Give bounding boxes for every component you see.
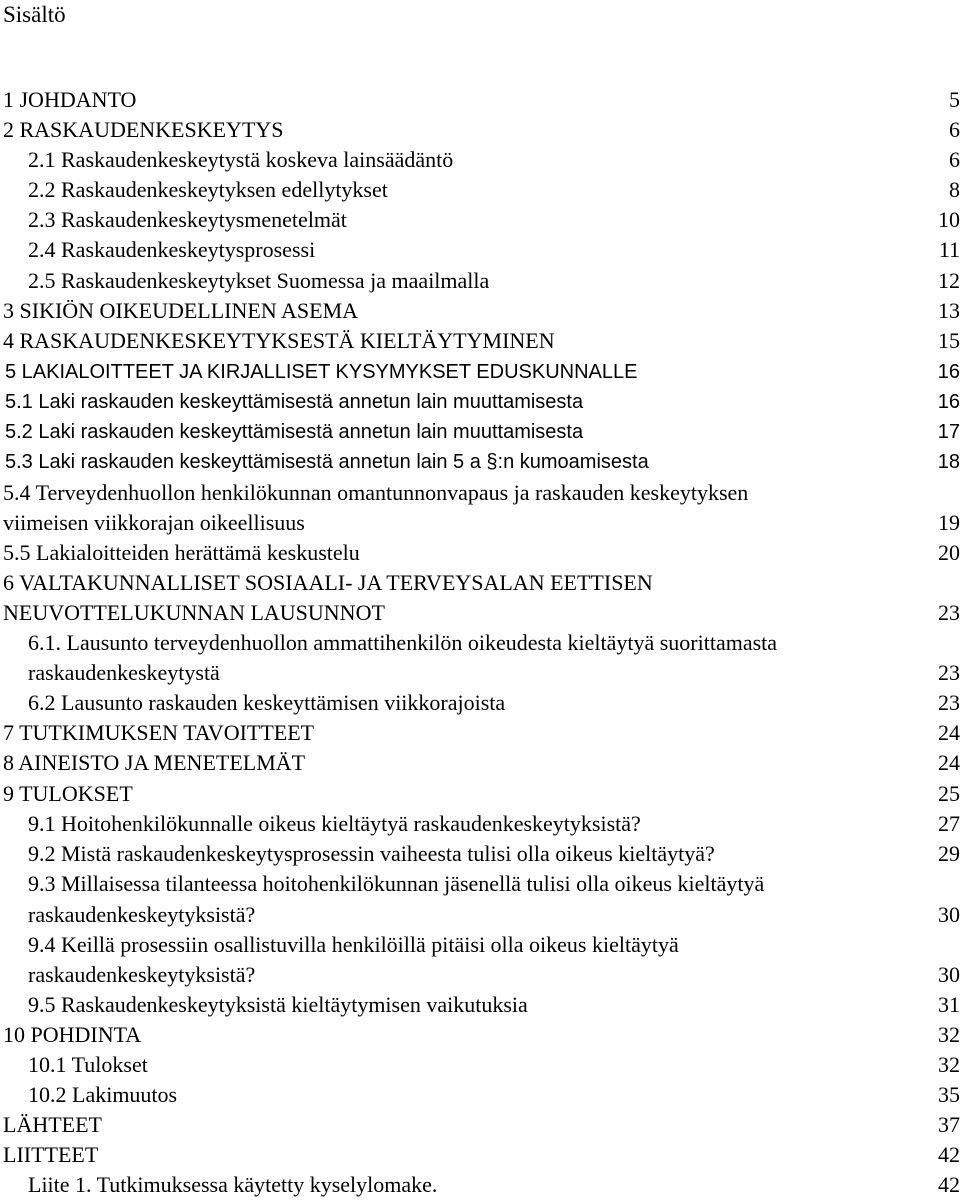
toc-entry[interactable] bbox=[0, 748, 960, 778]
toc-entry[interactable] bbox=[0, 900, 960, 930]
toc-entry[interactable] bbox=[0, 718, 960, 748]
toc-entry[interactable] bbox=[0, 1110, 960, 1140]
toc-entry-page: 15 bbox=[938, 328, 960, 353]
toc-entry-title: 10.1 Tulokset bbox=[28, 1052, 148, 1077]
toc-entry-title: 4 RASKAUDENKESKEYTYKSESTÄ KIELTÄYTYMINEN bbox=[3, 328, 555, 353]
toc-entry-page: 13 bbox=[938, 298, 960, 323]
toc-entry-title: 2 RASKAUDENKESKEYTYS bbox=[3, 117, 284, 142]
toc-entry-title: LÄHTEET bbox=[3, 1112, 102, 1137]
toc-entry[interactable] bbox=[0, 387, 960, 417]
toc-entry-title: 9.5 Raskaudenkeskeytyksistä kieltäytymisen vaikutuksia bbox=[28, 992, 528, 1017]
toc-entry-title: 2.2 Raskaudenkeskeytyksen edellytykset bbox=[28, 177, 388, 202]
toc-entry-title: 9.3 Millaisessa tilanteessa hoitohenkilökunnan jäsenellä tulisi olla oikeus kieltäytyä bbox=[28, 871, 765, 896]
toc-entry-page: 16 bbox=[937, 361, 960, 383]
toc-entry[interactable] bbox=[0, 145, 960, 175]
toc-entry[interactable] bbox=[0, 598, 960, 628]
toc-entry[interactable] bbox=[0, 960, 960, 990]
toc-entry-page: 16 bbox=[937, 391, 960, 413]
toc-entry[interactable] bbox=[0, 779, 960, 809]
toc-entry[interactable] bbox=[0, 1080, 960, 1110]
toc-entry[interactable] bbox=[0, 1020, 960, 1050]
toc-entry[interactable] bbox=[0, 205, 960, 235]
toc-entry-title: NEUVOTTELUKUNNAN LAUSUNNOT bbox=[3, 600, 385, 625]
toc-entry[interactable] bbox=[0, 688, 960, 718]
toc-entry[interactable] bbox=[0, 508, 960, 538]
toc-entry-title: raskaudenkeskeytystä bbox=[28, 660, 220, 685]
toc-entry-title: 10 POHDINTA bbox=[3, 1022, 142, 1047]
toc-entry-title: 9.4 Keillä prosessiin osallistuvilla henkilöillä pitäisi olla oikeus kieltäytyä bbox=[28, 932, 679, 957]
toc-entry[interactable] bbox=[0, 930, 960, 960]
toc-entry[interactable] bbox=[0, 628, 960, 658]
toc-entry-title: 6 VALTAKUNNALLISET SOSIAALI- JA TERVEYSALAN EETTISEN bbox=[3, 570, 653, 595]
toc-entry-page: 19 bbox=[938, 510, 960, 535]
toc-entry-page: 30 bbox=[938, 902, 960, 927]
toc-entry-page: 20 bbox=[938, 540, 960, 565]
toc-entry-title: 2.1 Raskaudenkeskeytystä koskeva lainsäädäntö bbox=[28, 147, 454, 172]
toc-entry-page: 24 bbox=[938, 750, 960, 775]
page-title: Sisältö bbox=[3, 2, 66, 27]
toc-entry-title: 6.2 Lausunto raskauden keskeyttämisen viikkorajoista bbox=[28, 690, 506, 715]
toc-entry[interactable] bbox=[0, 809, 960, 839]
toc-entry-title: 2.4 Raskaudenkeskeytysprosessi bbox=[28, 237, 316, 262]
toc-entry[interactable] bbox=[0, 568, 960, 598]
toc-entry-title: 5.2 Laki raskauden keskeyttämisestä annetun lain muuttamisesta bbox=[5, 421, 584, 443]
toc-entry-page: 12 bbox=[938, 268, 960, 293]
toc-entry-title: 7 TUTKIMUKSEN TAVOITTEET bbox=[3, 720, 315, 745]
toc-entry[interactable] bbox=[0, 538, 960, 568]
toc-entry-page: 32 bbox=[938, 1052, 960, 1077]
toc-entry-page: 6 bbox=[949, 147, 960, 172]
toc-entry-title: 2.5 Raskaudenkeskeytykset Suomessa ja maailmalla bbox=[28, 268, 490, 293]
toc-entry[interactable] bbox=[0, 326, 960, 356]
toc-entry[interactable] bbox=[0, 478, 960, 508]
toc-entry[interactable] bbox=[0, 235, 960, 265]
toc-entry-page: 35 bbox=[938, 1082, 960, 1107]
toc-entry-page: 5 bbox=[949, 87, 960, 112]
toc-entry-title: 5.3 Laki raskauden keskeyttämisestä annetun lain 5 a §:n kumoamisesta bbox=[5, 451, 649, 473]
toc-entry-title: 9.1 Hoitohenkilökunnalle oikeus kieltäytyä raskaudenkeskeytyksistä? bbox=[28, 811, 641, 836]
toc-entry[interactable] bbox=[0, 839, 960, 869]
toc-entry-page: 10 bbox=[938, 207, 960, 232]
toc-entry-title: 1 JOHDANTO bbox=[3, 87, 137, 112]
toc-entry-title: 5 LAKIALOITTEET JA KIRJALLISET KYSYMYKSET EDUSKUNNALLE bbox=[5, 361, 638, 383]
toc-entry-title: 2.3 Raskaudenkeskeytysmenetelmät bbox=[28, 207, 347, 232]
toc-entry-page: 18 bbox=[937, 451, 960, 473]
toc-entry[interactable] bbox=[0, 990, 960, 1020]
toc-entry-title: 5.4 Terveydenhuollon henkilökunnan omantunnonvapaus ja raskauden keskeytyksen bbox=[3, 480, 749, 505]
toc-entry-title: raskaudenkeskeytyksistä? bbox=[28, 962, 256, 987]
toc-entry-page: 8 bbox=[949, 177, 960, 202]
toc-entry[interactable] bbox=[0, 115, 960, 145]
toc-entry[interactable] bbox=[0, 869, 960, 899]
toc-entry[interactable] bbox=[0, 296, 960, 326]
toc-entry[interactable] bbox=[0, 85, 960, 115]
toc-entry-page: 23 bbox=[938, 690, 960, 715]
toc-entry-page: 23 bbox=[938, 660, 960, 685]
toc-entry-page: 27 bbox=[938, 811, 960, 836]
toc-entry[interactable] bbox=[0, 266, 960, 296]
toc-entry-title: 9.2 Mistä raskaudenkeskeytysprosessin vaiheesta tulisi olla oikeus kieltäytyä? bbox=[28, 841, 715, 866]
toc-entry[interactable] bbox=[0, 658, 960, 688]
toc-entry-page: 17 bbox=[937, 421, 960, 443]
toc-entry-title: 6.1. Lausunto terveydenhuollon ammattihenkilön oikeudesta kieltäytyä suorittamasta bbox=[28, 630, 778, 655]
toc-entry-title: 5.1 Laki raskauden keskeyttämisestä annetun lain muuttamisesta bbox=[5, 391, 584, 413]
toc-entry[interactable] bbox=[0, 1170, 960, 1200]
toc-entry-title: 9 TULOKSET bbox=[3, 781, 133, 806]
toc-entry[interactable] bbox=[0, 175, 960, 205]
toc-entry[interactable] bbox=[0, 1140, 960, 1170]
toc-entry-title: 10.2 Lakimuutos bbox=[28, 1082, 178, 1107]
toc-entry-page: 24 bbox=[938, 720, 960, 745]
toc-entry-page: 23 bbox=[938, 600, 960, 625]
toc-entry-title: raskaudenkeskeytyksistä? bbox=[28, 902, 256, 927]
toc-entry-page: 37 bbox=[938, 1112, 960, 1137]
toc-entry[interactable] bbox=[0, 447, 960, 477]
toc-entry-page: 11 bbox=[938, 237, 960, 262]
toc-entry-title: 3 SIKIÖN OIKEUDELLINEN ASEMA bbox=[3, 298, 359, 323]
toc-entry-title: viimeisen viikkorajan oikeellisuus bbox=[3, 510, 305, 535]
toc-entry-title: 8 AINEISTO JA MENETELMÄT bbox=[3, 750, 306, 775]
toc-entry-page: 6 bbox=[949, 117, 960, 142]
toc-entry-title: Liite 1. Tutkimuksessa käytetty kyselylomake. bbox=[28, 1172, 438, 1197]
toc-entry-page: 42 bbox=[938, 1172, 960, 1197]
toc-entry-page: 42 bbox=[938, 1142, 960, 1167]
toc-entry-page: 29 bbox=[938, 841, 960, 866]
toc-entry-page: 30 bbox=[938, 962, 960, 987]
toc-entry-page: 31 bbox=[938, 992, 960, 1017]
toc-entry-title: 5.5 Lakialoitteiden herättämä keskustelu bbox=[3, 540, 360, 565]
toc-entry[interactable] bbox=[0, 357, 960, 387]
toc-entry-page: 32 bbox=[938, 1022, 960, 1047]
toc-entry[interactable] bbox=[0, 417, 960, 447]
toc-entry-page: 25 bbox=[938, 781, 960, 806]
toc-entry-title: LIITTEET bbox=[3, 1142, 99, 1167]
toc-entry[interactable] bbox=[0, 1050, 960, 1080]
